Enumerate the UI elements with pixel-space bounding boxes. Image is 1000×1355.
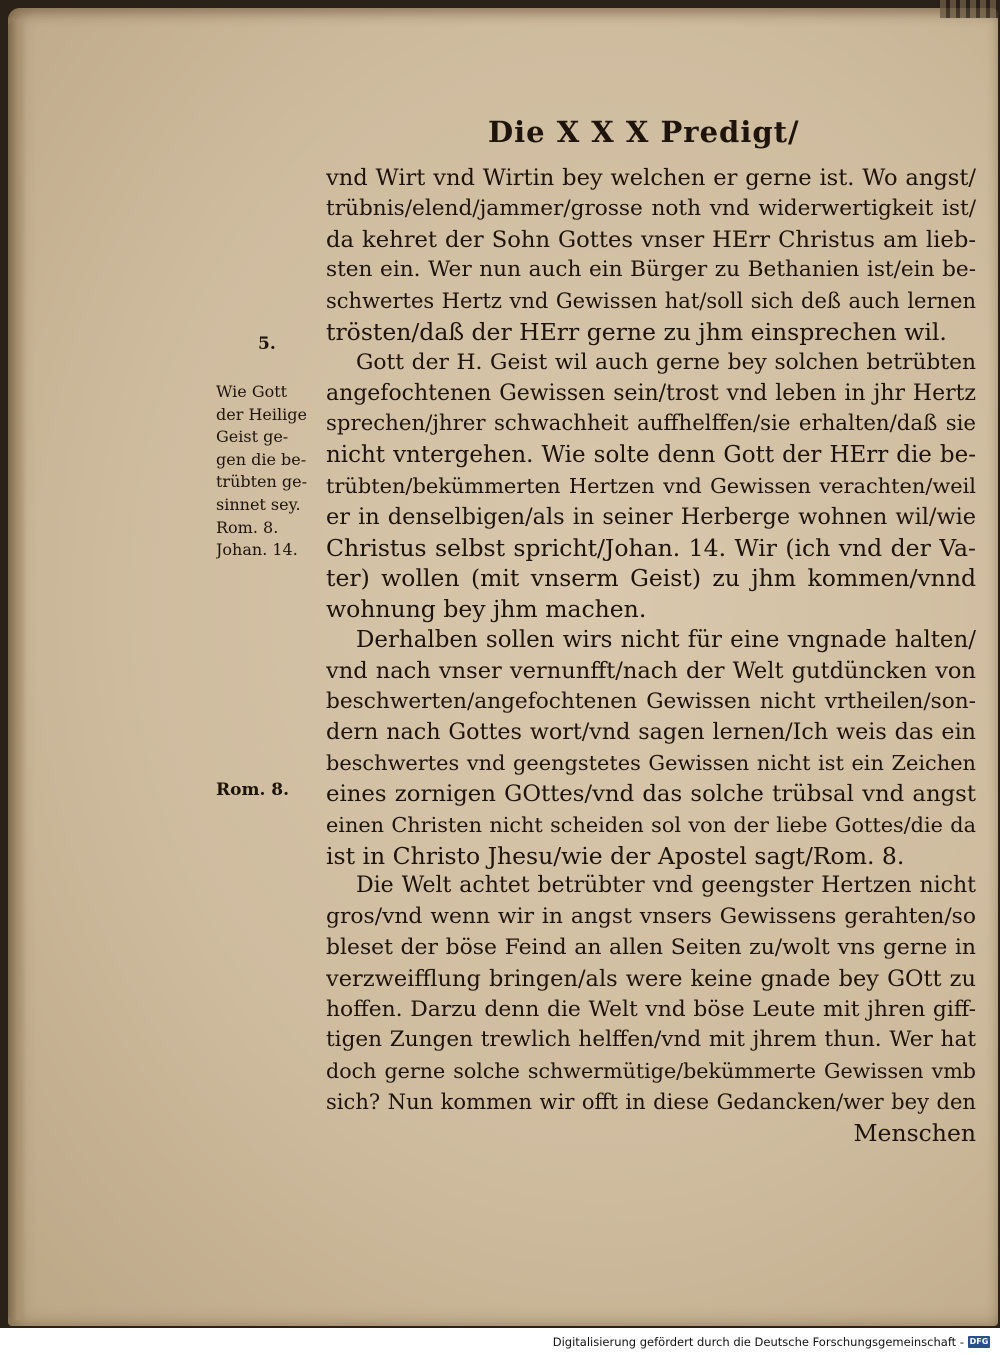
margin-note-line: gen die be- <box>216 449 307 469</box>
text-line: trübten/bekümmerten Hertzen vnd Gewissen verachten/weil <box>326 473 976 498</box>
text-line: schwertes Hertz vnd Gewissen hat/soll sich deß auch lernen <box>326 288 976 314</box>
text-line: sprechen/jhrer schwachheit auffhelffen/sie erhalten/daß sie <box>326 411 976 437</box>
text-line: er in denselbigen/als in seiner Herberge wohnen wil/wie <box>326 503 976 530</box>
text-line: nicht vntergehen. Wie solte denn Gott der HErr die be- <box>326 442 976 469</box>
text-line: dern nach Gottes wort/vnd sagen lernen/Ich weis das ein <box>326 719 976 746</box>
text-line: eines zornigen GOttes/vnd das solche trübsal vnd angst <box>326 780 976 807</box>
margin-note-line: trübten ge- <box>216 472 308 492</box>
text-line: trösten/daß der HErr gerne zu jhm einsprechen wil. <box>326 317 947 346</box>
text-line: beschwerten/angefochtenen Gewissen nicht vrtheilen/son- <box>326 688 976 714</box>
text-line: sten ein. Wer nun auch ein Bürger zu Bethanien ist/ein be- <box>326 257 976 283</box>
text-line: wohnung bey jhm machen. <box>326 595 647 624</box>
text-line: hoffen. Darzu denn die Welt vnd böse Leute mit jhren giff- <box>326 996 976 1022</box>
text-line: vnd nach vnser vernunfft/nach der Welt gutdüncken von <box>326 657 976 684</box>
paragraph-number: 5. <box>258 334 276 354</box>
margin-note-line: sinnet sey. <box>216 494 301 514</box>
text-line: vnd Wirt vnd Wirtin bey welchen er gerne ist. Wo angst/ <box>326 165 976 191</box>
text-line: doch gerne solche schwermütige/bekümmerte Gewissen vmb <box>326 1059 976 1084</box>
catchword: Menschen <box>853 1118 976 1147</box>
credit-text: Digitalisierung gefördert durch die Deutsche Forschungsgemeinschaft - <box>552 1335 964 1349</box>
text-line: ist in Christo Jhesu/wie der Apostel sagt/Rom. 8. <box>326 841 905 870</box>
digitization-credit <box>553 1335 990 1349</box>
text-line: da kehret der Sohn Gottes vnser HErr Christus am lieb- <box>326 226 976 253</box>
margin-note-line: Wie Gott <box>216 382 288 401</box>
page-gutter <box>8 20 26 1320</box>
text-line: beschwertes vnd geengstetes Gewissen nicht ist ein Zeichen <box>326 751 976 776</box>
dfg-logo-icon: DFG <box>969 1337 989 1346</box>
text-line: tigen Zungen trewlich helffen/vnd mit jhrem thun. Wer hat <box>326 1027 976 1053</box>
margin-reference: Rom. 8. <box>216 780 290 800</box>
margin-note-line: Rom. 8. <box>216 517 279 537</box>
text-line: angefochtenen Gewissen sein/trost vnd leben in jhr Hertz <box>326 380 976 406</box>
margin-note-line: Johan. 14. <box>216 540 298 560</box>
margin-note-line: Geist ge- <box>216 427 289 447</box>
text-line: Die Welt achtet betrübter vnd geengster Hertzen nicht <box>356 873 976 899</box>
text-line: ter) wollen (mit vnserm Geist) zu jhm kommen/vnnd <box>326 564 976 593</box>
text-line: Christus selbst spricht/Johan. 14. Wir (ich vnd der Va- <box>326 533 976 562</box>
margin-note-line: der Heilige <box>216 404 307 424</box>
text-line: Gott der H. Geist wil auch gerne bey solchen betrübten <box>356 349 976 375</box>
text-line: gros/vnd wenn wir in angst vnsers Gewissens gerahten/so <box>326 904 976 930</box>
text-line: trübnis/elend/jammer/grosse noth vnd widerwertigkeit ist/ <box>326 195 976 221</box>
text-line: sich? Nun kommen wir offt in diese Gedancken/wer bey den <box>326 1088 976 1114</box>
sermon-text <box>326 163 976 1149</box>
margin-note <box>216 381 328 562</box>
text-line: einen Christen nicht scheiden sol von der liebe Gottes/die da <box>326 812 976 837</box>
text-line: bleset der böse Feind an allen Seiten zu/wolt vns gerne in <box>326 934 976 960</box>
text-line: Derhalben sollen wirs nicht für eine vngnade halten/ <box>356 626 976 653</box>
binding-thread <box>940 0 1000 18</box>
running-head: Die X X X Predigt/ <box>488 115 800 149</box>
text-line: verzweifflung bringen/als were keine gnade bey GOtt zu <box>326 965 976 992</box>
